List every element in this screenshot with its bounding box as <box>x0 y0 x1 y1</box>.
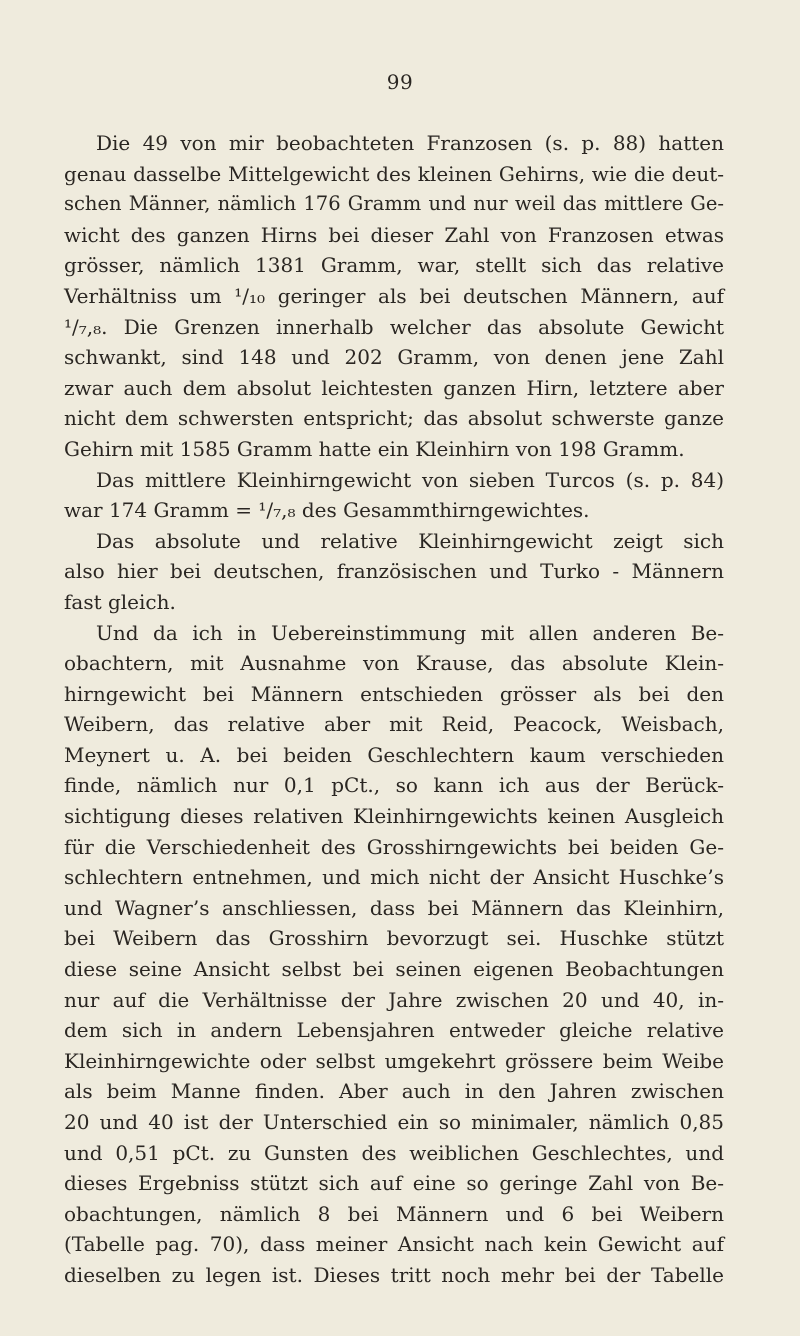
text-line: für die Verschiedenheit des Grosshirngewichts bei beiden Ge- <box>64 834 724 859</box>
text-line: als beim Manne finden. Aber auch in den Jahren zwischen <box>64 1079 724 1104</box>
text-line: obachtern, mit Ausnahme von Krause, das absolute Klein- <box>64 651 724 676</box>
text-line: ¹/₇,₈. Die Grenzen innerhalb welcher das absolute Gewicht <box>64 314 724 339</box>
text-line: schlechtern entnehmen, und mich nicht der Ansicht Huschke’s <box>64 865 724 890</box>
text-line: sichtigung dieses relativen Kleinhirngewichts keinen Ausgleich <box>64 804 724 829</box>
text-line: dieselben zu legen ist. Dieses tritt noch mehr bei der Tabelle <box>64 1262 724 1287</box>
text-line: Die 49 von mir beobachteten Franzosen (s. p. 88) hatten <box>96 131 724 155</box>
page-number: 99 <box>386 70 414 94</box>
text-line: nur auf die Verhältnisse der Jahre zwischen 20 und 40, in- <box>64 987 724 1012</box>
body-text <box>64 128 724 1291</box>
text-line: genau dasselbe Mittelgewicht des kleinen Gehirns, wie die deut- <box>64 161 724 186</box>
text-line: (Tabelle pag. 70), dass meiner Ansicht nach kein Gewicht auf <box>64 1232 724 1257</box>
text-line: also hier bei deutschen, französischen und Turko - Männern <box>64 559 724 584</box>
text-line: Das mittlere Kleinhirngewicht von sieben Turcos (s. p. 84) <box>96 467 724 492</box>
text-line: schen Männer, nämlich 176 Gramm und nur weil das mittlere Ge- <box>64 192 724 216</box>
text-line: finde, nämlich nur 0,1 pCt., so kann ich aus der Berück- <box>64 773 724 798</box>
text-line: wicht des ganzen Hirns bei dieser Zahl von Franzosen etwas <box>64 222 724 247</box>
text-line: schwankt, sind 148 und 202 Gramm, von denen jene Zahl <box>64 345 724 370</box>
text-line: nicht dem schwersten entspricht; das absolut schwerste ganze <box>64 406 724 431</box>
text-line: dem sich in andern Lebensjahren entweder gleiche relative <box>64 1018 724 1043</box>
text-line: und Wagner’s anschliessen, dass bei Männern das Kleinhirn, <box>64 895 724 920</box>
text-line: Weibern, das relative aber mit Reid, Peacock, Weisbach, <box>64 712 724 737</box>
text-line: Meynert u. A. bei beiden Geschlechtern kaum verschieden <box>64 742 724 767</box>
text-line: obachtungen, nämlich 8 bei Männern und 6 bei Weibern <box>64 1201 724 1226</box>
text-line: Verhältniss um ¹/₁₀ geringer als bei deutschen Männern, auf <box>64 283 724 308</box>
text-line: Gehirn mit 1585 Gramm hatte ein Kleinhirn von 198 Gramm. <box>64 436 685 461</box>
text-line: dieses Ergebniss stützt sich auf eine so geringe Zahl von Be- <box>64 1171 724 1196</box>
text-line: bei Weibern das Grosshirn bevorzugt sei. Huschke stützt <box>64 926 724 951</box>
text-line: und 0,51 pCt. zu Gunsten des weiblichen Geschlechtes, und <box>64 1140 724 1165</box>
text-line: zwar auch dem absolut leichtesten ganzen Hirn, letztere aber <box>64 375 724 400</box>
text-line: grösser, nämlich 1381 Gramm, war, stellt sich das relative <box>64 253 724 278</box>
text-line: Und da ich in Uebereinstimmung mit allen anderen Be- <box>96 620 724 645</box>
text-line: diese seine Ansicht selbst bei seinen eigenen Beobachtungen <box>64 957 724 982</box>
text-line: 20 und 40 ist der Unterschied ein so minimaler, nämlich 0,85 <box>64 1110 724 1134</box>
text-line: fast gleich. <box>64 589 176 614</box>
text-line: war 174 Gramm = ¹/₇,₈ des Gesammthirngewichtes. <box>64 498 590 523</box>
text-line: hirngewicht bei Männern entschieden grösser als bei den <box>64 681 724 706</box>
text-line: Kleinhirngewichte oder selbst umgekehrt grössere beim Weibe <box>64 1048 724 1073</box>
text-line: Das absolute und relative Kleinhirngewicht zeigt sich <box>96 528 724 553</box>
